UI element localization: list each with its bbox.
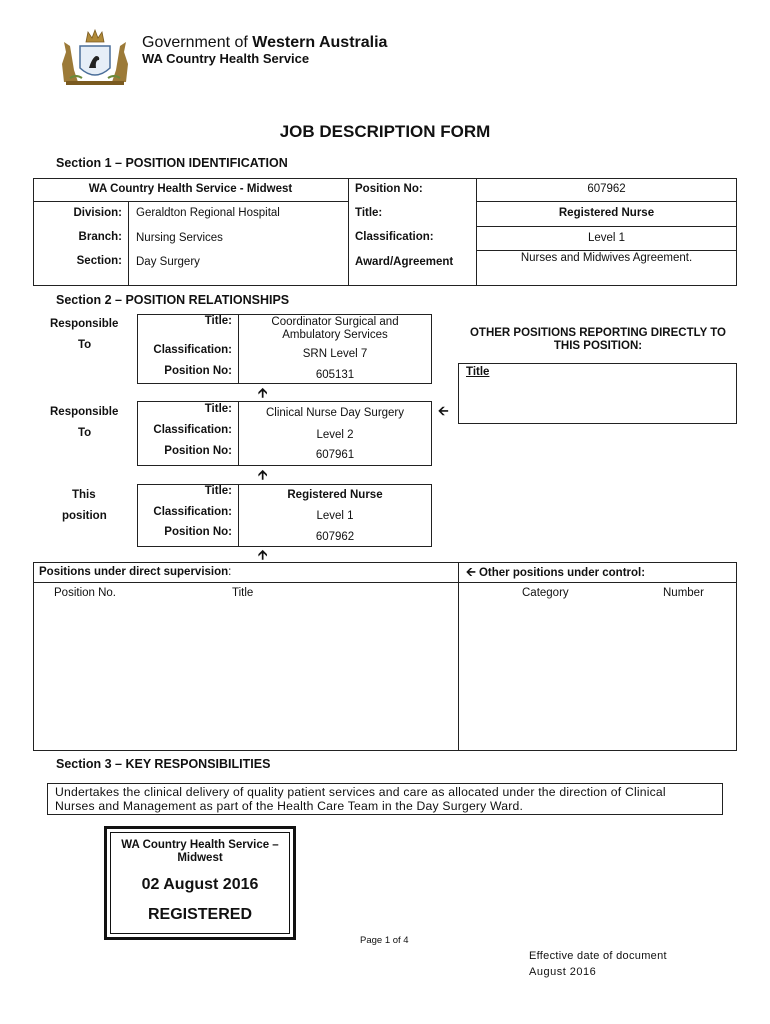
box2-position-no: 607961 (315, 449, 355, 461)
box1-title-line1: Coordinator Surgical and (271, 316, 399, 328)
page-title: JOB DESCRIPTION FORM (279, 122, 491, 141)
box2-title: Clinical Nurse Day Surgery (265, 407, 405, 419)
stamp-date: 02 August 2016 (141, 876, 259, 893)
box1-position-no-label: Position No: (164, 365, 232, 377)
box2-classification: Level 2 (316, 429, 354, 441)
key-responsibilities-line2: Nurses and Management as part of the Health Care Team in the Day Surgery Ward. (55, 799, 524, 813)
arrow-left-icon: 🡨 (438, 403, 449, 418)
col-number: Number (663, 587, 704, 599)
arrow-up-icon: 🡩 (258, 385, 268, 400)
this-label: This (72, 489, 96, 501)
other-positions-box (458, 363, 737, 424)
direct-supervision-colon: : (228, 566, 232, 578)
box3-classification: Level 1 (316, 510, 354, 522)
stamp-status: REGISTERED (147, 906, 252, 923)
box1-position-no: 605131 (315, 369, 355, 381)
award-value: Nurses and Midwives Agreement. (520, 252, 693, 264)
organisation-name: WA Country Health Service - Midwest (88, 183, 293, 195)
key-responsibilities-line1: Undertakes the clinical delivery of quality patient services and care as allocated under the direction of Clinical (55, 785, 666, 799)
col-category: Category (522, 587, 569, 599)
responsible-label-2: Responsible (50, 406, 119, 418)
box1-classification-label: Classification: (153, 344, 232, 356)
to-label-2: To (78, 427, 92, 439)
box2-classification-label: Classification: (153, 424, 232, 436)
to-label-1: To (78, 339, 92, 351)
box1-title-label: Title: (204, 315, 232, 327)
position-no-value: 607962 (587, 183, 626, 195)
government-prefix: Government of (142, 34, 248, 51)
division-label: Division: (73, 207, 122, 219)
section2-heading: Section 2 – POSITION RELATIONSHIPS (56, 293, 290, 307)
other-positions-title-header: Title (466, 366, 490, 378)
branch-label: Branch: (78, 231, 122, 243)
title-label: Title: (355, 207, 383, 219)
division-value: Geraldton Regional Hospital (136, 207, 280, 219)
government-state: Western Australia (252, 34, 388, 51)
position-label: position (62, 510, 107, 522)
effective-date-label: Effective date of document (529, 950, 667, 962)
other-positions-heading-line2: THIS POSITION: (553, 340, 643, 352)
box1-title-line2: Ambulatory Services (282, 329, 388, 341)
responsible-label-1: Responsible (50, 318, 119, 330)
box3-title: Registered Nurse (287, 489, 383, 501)
stamp-line2: Midwest (177, 852, 223, 864)
direct-supervision-text: Positions under direct supervision (39, 566, 229, 578)
arrow-up-icon: 🡩 (258, 467, 268, 482)
col-title: Title (232, 587, 254, 599)
box1-classification: SRN Level 7 (302, 348, 368, 360)
branch-value: Nursing Services (136, 232, 223, 244)
title-value: Registered Nurse (558, 207, 655, 219)
section3-heading: Section 3 – KEY RESPONSIBILITIES (56, 757, 271, 771)
box3-position-no: 607962 (315, 531, 355, 543)
section-value: Day Surgery (136, 256, 200, 268)
effective-date-value: August 2016 (529, 966, 597, 978)
position-no-label: Position No: (355, 183, 423, 195)
section1-heading: Section 1 – POSITION IDENTIFICATION (56, 156, 288, 170)
award-label: Award/Agreement (355, 256, 454, 268)
box3-classification-label: Classification: (153, 506, 232, 518)
box3-position-no-label: Position No: (164, 526, 232, 538)
other-positions-heading-line1: OTHER POSITIONS REPORTING DIRECTLY TO (469, 327, 726, 339)
box2-title-label: Title: (204, 403, 232, 415)
other-control-text: Other positions under control: (478, 567, 646, 579)
arrow-left-icon: 🡨 (466, 565, 476, 579)
page-number: Page 1 of 4 (360, 935, 409, 946)
classification-label: Classification: (355, 231, 434, 243)
direct-supervision-label (39, 566, 231, 578)
stamp-line1: WA Country Health Service – (121, 839, 279, 851)
supervision-table (33, 562, 737, 751)
box2-position-no-label: Position No: (164, 445, 232, 457)
section-label: Section: (76, 255, 122, 267)
col-position-no: Position No. (54, 587, 117, 599)
classification-value: Level 1 (587, 232, 626, 244)
box3-title-label: Title: (204, 485, 232, 497)
government-name (142, 34, 387, 52)
health-service-name: WA Country Health Service (142, 51, 310, 66)
coat-of-arms-icon (56, 24, 134, 88)
other-control-label (466, 566, 645, 579)
arrow-up-icon: 🡩 (258, 547, 268, 562)
